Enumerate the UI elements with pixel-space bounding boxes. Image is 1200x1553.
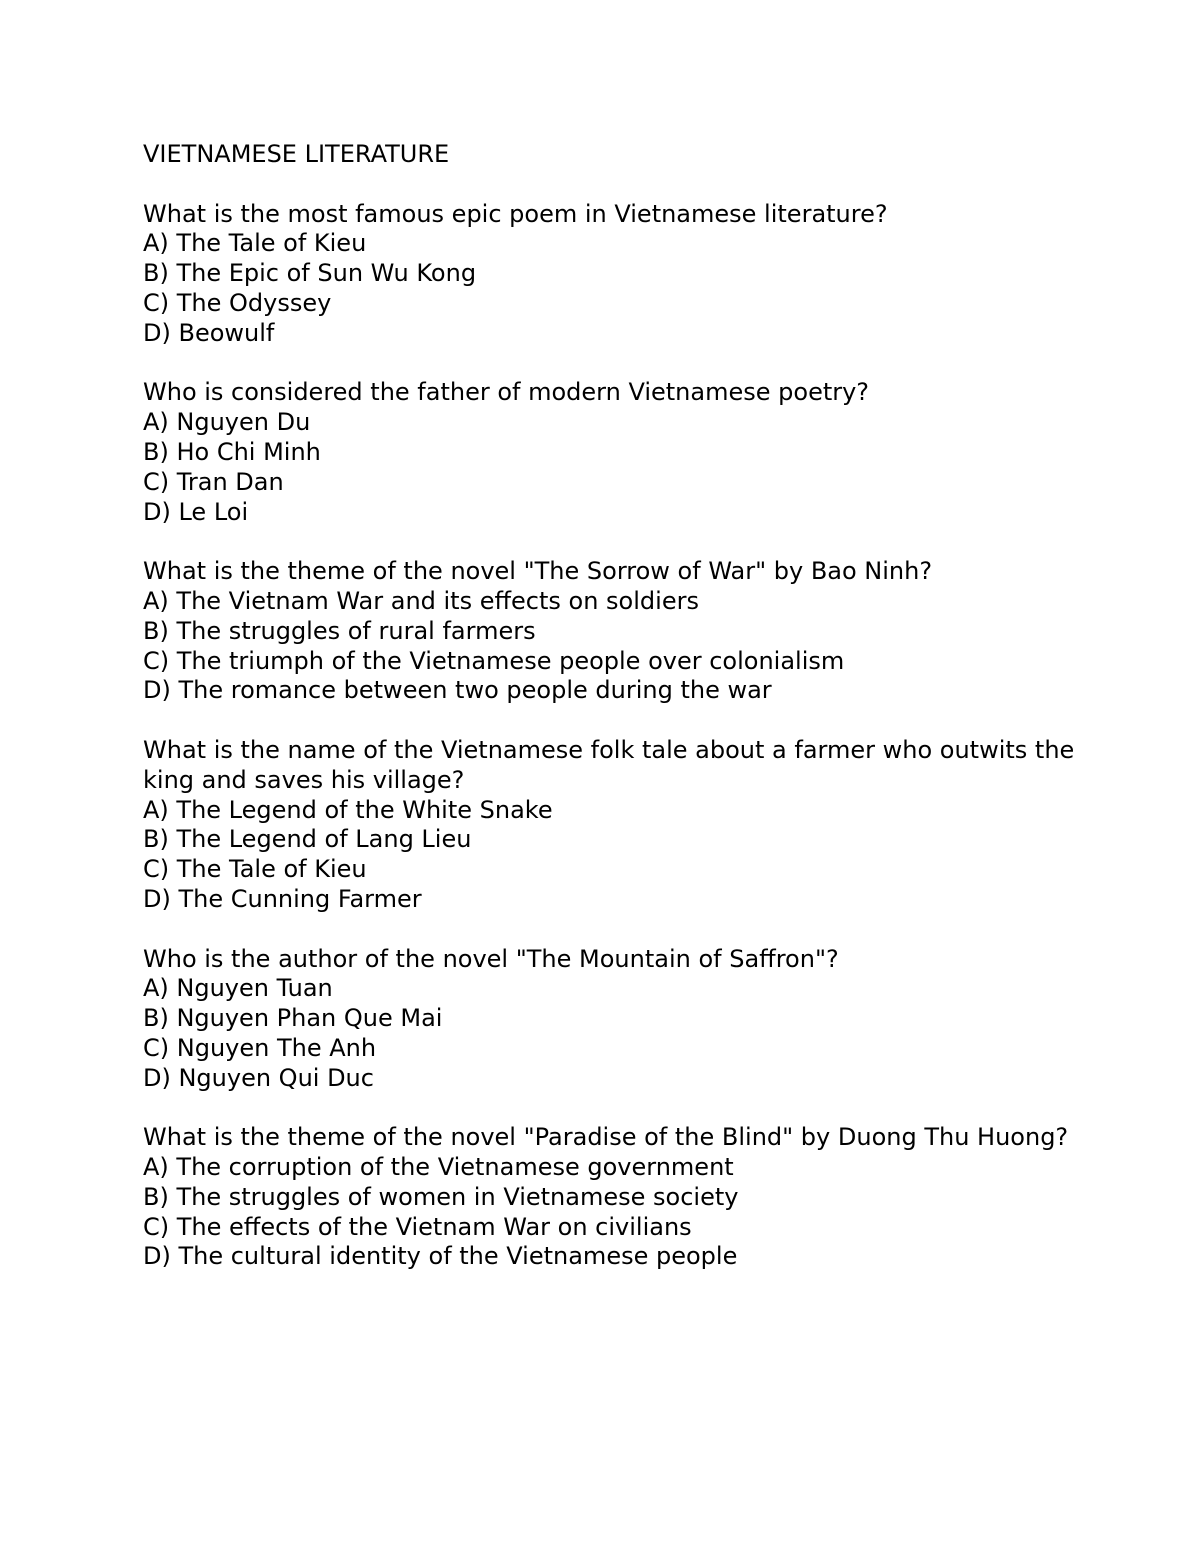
option-a: A) The Vietnam War and its effects on soldiers <box>143 586 699 615</box>
question-text: Who is considered the father of modern Vietnamese poetry? <box>143 378 870 407</box>
option-a: A) Nguyen Tuan <box>143 974 333 1003</box>
option-a: A) The corruption of the Vietnamese government <box>143 1153 734 1182</box>
question-text: What is the theme of the novel "The Sorrow of War" by Bao Ninh? <box>143 557 933 586</box>
option-c: C) Tran Dan <box>143 467 284 496</box>
question-5 <box>143 945 1083 1094</box>
option-a: A) The Tale of Kieu <box>143 229 367 258</box>
question-2 <box>143 378 1083 527</box>
question-3 <box>143 557 1083 706</box>
document-title: VIETNAMESE LITERATURE <box>143 140 450 168</box>
option-d: D) The cultural identity of the Vietnamese people <box>143 1242 738 1271</box>
option-c: C) The triumph of the Vietnamese people over colonialism <box>143 646 845 675</box>
option-d: D) The romance between two people during the war <box>143 676 772 705</box>
option-b: B) The struggles of rural farmers <box>143 616 536 645</box>
option-d: D) Nguyen Qui Duc <box>143 1063 374 1092</box>
option-d: D) The Cunning Farmer <box>143 884 422 913</box>
question-1 <box>143 200 1083 349</box>
option-c: C) The Tale of Kieu <box>143 855 367 884</box>
option-b: B) The struggles of women in Vietnamese society <box>143 1182 739 1211</box>
document-page <box>143 140 1083 1302</box>
option-b: B) The Epic of Sun Wu Kong <box>143 259 477 288</box>
option-b: B) Ho Chi Minh <box>143 437 321 466</box>
option-d: D) Le Loi <box>143 497 249 526</box>
option-a: A) The Legend of the White Snake <box>143 795 553 824</box>
question-text: Who is the author of the novel "The Mountain of Saffron"? <box>143 944 839 973</box>
question-6 <box>143 1123 1083 1272</box>
option-c: C) Nguyen The Anh <box>143 1033 377 1062</box>
option-c: C) The Odyssey <box>143 288 332 317</box>
option-d: D) Beowulf <box>143 318 275 347</box>
option-a: A) Nguyen Du <box>143 408 311 437</box>
option-b: B) Nguyen Phan Que Mai <box>143 1004 443 1033</box>
option-c: C) The effects of the Vietnam War on civilians <box>143 1212 692 1241</box>
question-text: What is the most famous epic poem in Vietnamese literature? <box>143 199 888 228</box>
question-text: What is the name of the Vietnamese folk tale about a farmer who outwits the king and saves his village? <box>143 735 1075 794</box>
option-b: B) The Legend of Lang Lieu <box>143 825 472 854</box>
question-text: What is the theme of the novel "Paradise of the Blind" by Duong Thu Huong? <box>143 1123 1069 1152</box>
question-4 <box>143 736 1083 915</box>
